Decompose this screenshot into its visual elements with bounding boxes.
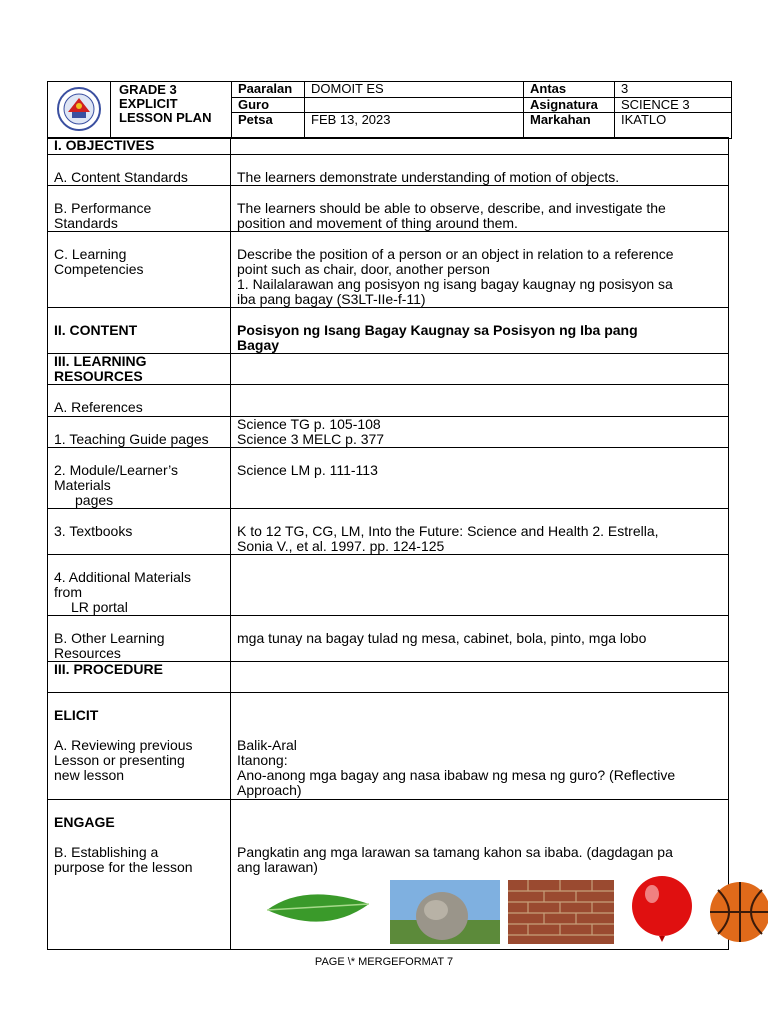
content-standards-label: A. Content Standards (48, 155, 231, 186)
elicit-section: ELICIT A. Reviewing previous Lesson or presenting new lesson (48, 693, 231, 800)
references-label: A. References (48, 385, 231, 417)
module-label: 2. Module/Learner’s Materials pages (48, 448, 231, 509)
lesson-pictures (262, 876, 768, 946)
grade-label: Antas (524, 82, 615, 98)
header-table (47, 81, 732, 139)
purpose-value: Pangkatin ang mga larawan sa tamang kahon sa ibaba. (dagdagan pa ang larawan) (231, 800, 729, 950)
grade-value: 3 (615, 82, 732, 98)
textbooks-label: 3. Textbooks (48, 509, 231, 555)
page-footer: PAGE \* MERGEFORMAT 7 (314, 956, 454, 968)
subject-label: Asignatura (524, 98, 615, 113)
date-label: Petsa (232, 113, 305, 139)
additional-materials-label: 4. Additional Materials from LR portal (48, 555, 231, 616)
engage-heading: ENGAGE (54, 814, 115, 830)
brick-wall-image (508, 880, 614, 944)
textbooks-value: K to 12 TG, CG, LM, Into the Future: Science and Health 2. Estrella, Sonia V., et al. 1997. pp. 124-125 (231, 509, 729, 555)
module-value: Science LM p. 111-113 (231, 448, 729, 509)
teacher-label: Guro (232, 98, 305, 113)
lesson-plan-title: GRADE 3 EXPLICIT LESSON PLAN (111, 82, 232, 139)
date-value: FEB 13, 2023 (305, 113, 524, 139)
engage-section: ENGAGE B. Establishing a purpose for the lesson (48, 800, 231, 950)
school-value: DOMOIT ES (305, 82, 524, 98)
content-value: Posisyon ng Isang Bagay Kaugnay sa Posisyon ng Iba pang Bagay (231, 308, 729, 354)
quarter-value: IKATLO (615, 113, 732, 139)
basketball-image (708, 880, 768, 944)
procedure-heading: III. PROCEDURE (48, 662, 231, 693)
deped-seal-icon (48, 82, 111, 139)
quarter-label: Markahan (524, 113, 615, 139)
teacher-value (305, 98, 524, 113)
elicit-heading: ELICIT (54, 707, 99, 723)
learning-resources-heading: III. LEARNING RESOURCES (48, 354, 231, 385)
leaf-image (265, 886, 371, 930)
content-standards-value: The learners demonstrate understanding of motion of objects. (231, 155, 729, 186)
performance-standards-label: B. Performance Standards (48, 186, 231, 232)
performance-standards-value: The learners should be able to observe, describe, and investigate the position and movement of thing around them. (231, 186, 729, 232)
other-resources-value: mga tunay na bagay tulad ng mesa, cabinet, bola, pinto, mga lobo (231, 616, 729, 662)
learning-competencies-label: C. Learning Competencies (48, 232, 231, 308)
content-heading: II. CONTENT (48, 308, 231, 354)
lesson-plan-table (47, 137, 729, 950)
teaching-guide-label: 1. Teaching Guide pages (48, 417, 231, 448)
rock-image (390, 880, 500, 944)
other-resources-label: B. Other Learning Resources (48, 616, 231, 662)
learning-competencies-value: Describe the position of a person or an object in relation to a reference point such as chair, door, another person 1. Nailalarawan ang posisyon ng isang bagay kaugnay ng posisyon sa iba pang bagay (S3LT-IIe-f-11) (231, 232, 729, 308)
objectives-heading: I. OBJECTIVES (48, 138, 231, 155)
subject-value: SCIENCE 3 (615, 98, 732, 113)
review-value: Balik-Aral Itanong: Ano-anong mga bagay ang nasa ibabaw ng mesa ng guro? (Reflective Approach) (231, 693, 729, 800)
balloon-image (630, 876, 694, 946)
school-label: Paaralan (232, 82, 305, 98)
teaching-guide-value: Science TG p. 105-108 Science 3 MELC p. 377 (231, 417, 729, 448)
